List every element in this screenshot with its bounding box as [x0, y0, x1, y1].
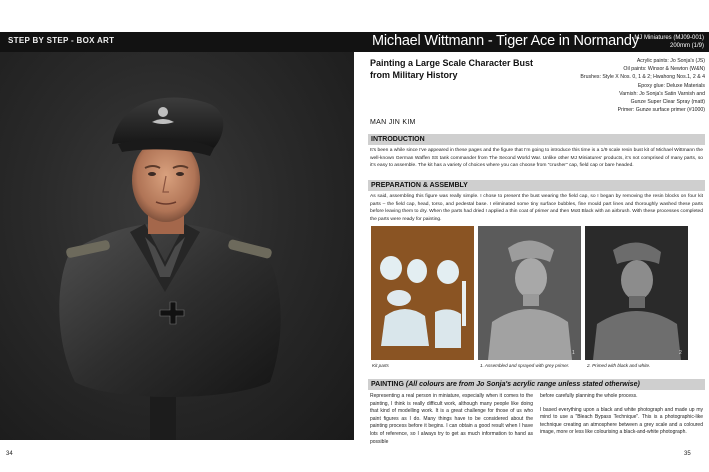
materials-item: Primer: Gunze surface primer (#1000): [617, 107, 705, 114]
painting-column-2-para2: I based everything upon a black and white photograph and made up my mind to use a "Bleach Bypass Technique". This is a photographic-like technique creating an atmosphere between a grey scale and a coloured image, more or less like colourising a black-and-white photograph.: [540, 406, 703, 436]
section-heading-introduction: INTRODUCTION: [368, 134, 705, 145]
figure-number: 2: [679, 350, 682, 356]
materials-item: Oil paints: Winsor & Newton (W&N): [623, 66, 705, 73]
figure-number: 1: [572, 350, 575, 356]
kit-parts-illustration: [371, 226, 474, 360]
figure-black-white-primer: [585, 226, 688, 360]
article-title: Michael Wittmann - Tiger Ace in Normandy: [372, 33, 639, 49]
kit-reference-line2: 200mm (1/9): [669, 43, 704, 49]
section-label: STEP BY STEP - BOX ART: [8, 36, 115, 45]
figure-kit-parts: [371, 226, 474, 360]
page-number-right: 35: [684, 451, 691, 457]
introduction-text: It's been a while since I've appeared in these pages and the figure that I'm going to introduce this time is a 1/9 scale resin bust kit of Michael Wittmann the well-known German Waffen SS tank commander from The Second World War. Unlike other MJ Miniatures' products, it's not comprised of many parts, so it's easy to assemble. The kit has a variety of choices where you can choose from "crusher" cap, field cap or bare headed.: [370, 148, 703, 169]
page-number-left: 34: [6, 451, 13, 457]
preparation-text: As said, assembling this figure was really simple. I chose to present the bust wearing the field cap, so I began by removing the resin blocks on four kit parts – the field cap, head, torso, and pedestal base. I eliminated some tiny surface bubbles, fine mould part lines and thoroughly washed these parts before leaving them to dry. When the parts had dried I applied a thin coat of primer and then Mott Black with an airbrush. With these processes completed the parts were ready for painting.: [370, 194, 703, 222]
materials-item: Brushes: Style X Nos. 0, 1 & 2; Hwahong Nos.1, 2 & 4: [580, 74, 705, 81]
black-white-primer-illustration: [585, 226, 688, 360]
materials-item: Varnish: Jo Sonja's Satin Varnish and: [619, 90, 705, 97]
figure-caption: 2. Primed with black and white.: [587, 363, 651, 368]
materials-item: Gunze Super Clear Spray (matt): [630, 99, 705, 106]
section-heading-preparation: PREPARATION & ASSEMBLY: [368, 180, 705, 191]
kit-reference-line1: MJ Miniatures (MJ09-001): [634, 35, 704, 41]
article-subtitle: Painting a Large Scale Character Bust from Military History: [370, 58, 534, 80]
bust-illustration: [0, 52, 354, 440]
painting-column-2-para1: before carefully planning the whole process.: [540, 393, 638, 399]
materials-item: Epoxy glue: Deluxe Materials: [637, 82, 705, 89]
figure-caption: 1. Assembled and sprayed with grey primer.: [480, 363, 570, 368]
grey-primer-illustration: [478, 226, 581, 360]
materials-item: Acrylic paints: Jo Sonja's (JS): [636, 58, 705, 64]
kit-reference: [608, 34, 704, 50]
painting-column-2: [540, 393, 703, 437]
painting-column-1: Representing a real person in miniature, especially when it comes to the painting, I think is really difficult work, although many people like doing that kind of modelling work. It is a great challenge for those of us who paint figures as I do. Many things have to be considered about the painting process before it begins. I can obtain a good result when I have lots of reference, so I always try to get as much information to hand as possible: [370, 393, 533, 445]
figure-grey-primer: [478, 226, 581, 360]
bust-photo: [0, 52, 354, 440]
author-name: MAN JIN KIM: [370, 119, 416, 126]
section-heading-painting: [368, 379, 705, 390]
painting-heading-note: (All colours are from Jo Sonja's acrylic range unless stated otherwise): [405, 381, 640, 388]
materials-list: [480, 57, 705, 114]
painting-heading: PAINTING: [371, 381, 404, 388]
figure-caption: Kit parts: [372, 363, 389, 368]
